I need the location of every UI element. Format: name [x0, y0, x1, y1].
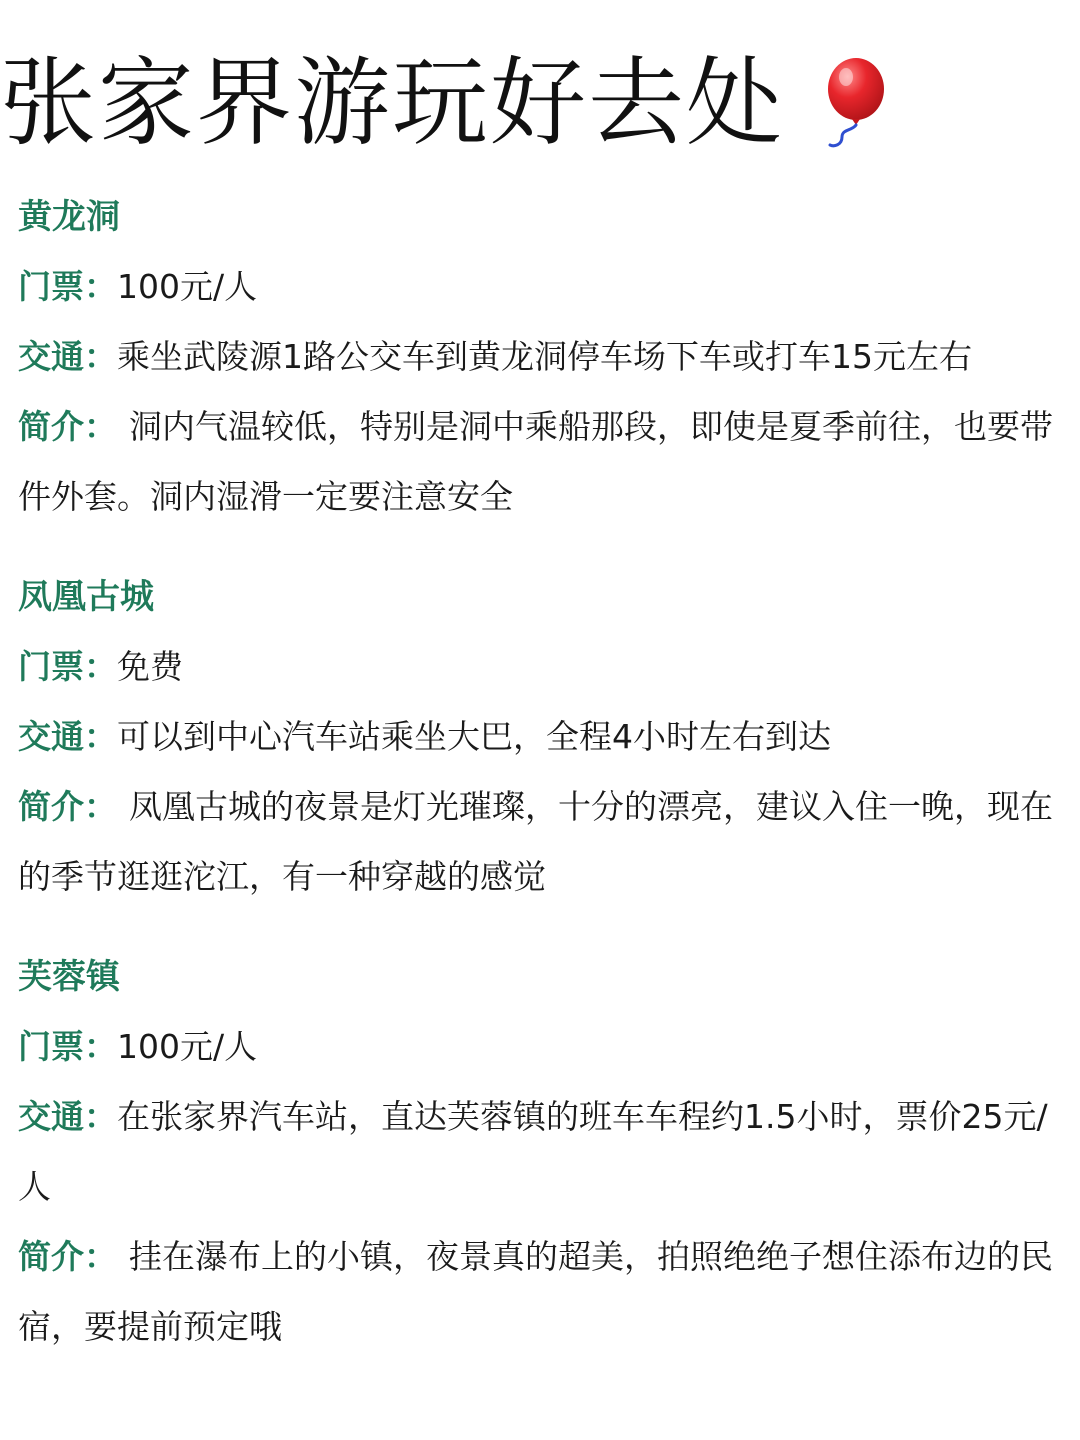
intro-label: 简介： [18, 787, 117, 826]
page-title: 张家界游玩好去处 [0, 47, 784, 159]
spot-title: 凤凰古城 [18, 577, 154, 617]
ticket-value: 100元/人 [117, 267, 258, 306]
spot-title: 芙蓉镇 [18, 957, 120, 997]
transport-value: 在张家界汽车站，直达芙蓉镇的班车车程约1.5小时，票价25元/人 [18, 1097, 1048, 1206]
ticket-value: 100元/人 [117, 1027, 258, 1066]
ticket-row [18, 252, 1062, 322]
intro-row [18, 392, 1062, 532]
transport-value: 可以到中心汽车站乘坐大巴，全程4小时左右到达 [117, 717, 831, 756]
transport-label: 交通： [18, 1097, 117, 1136]
spot-title: 黄龙洞 [18, 197, 120, 237]
intro-row [18, 1222, 1062, 1362]
transport-row [18, 1082, 1062, 1222]
ticket-row [18, 1012, 1062, 1082]
transport-value: 乘坐武陵源1路公交车到黄龙洞停车场下车或打车15元左右 [117, 337, 972, 376]
intro-value: 洞内气温较低，特别是洞中乘船那段，即使是夏季前往，也要带件外套。洞内湿滑一定要注意安全 [18, 407, 1053, 516]
spot-section-fenghuang [18, 562, 1062, 912]
intro-label: 简介： [18, 1237, 117, 1276]
transport-label: 交通： [18, 337, 117, 376]
ticket-row [18, 632, 1062, 702]
intro-row [18, 772, 1062, 912]
transport-label: 交通： [18, 717, 117, 756]
ticket-label: 门票： [18, 1027, 117, 1066]
ticket-value: 免费 [117, 647, 183, 686]
spot-section-furongzhen [18, 942, 1062, 1362]
balloon-icon [812, 55, 892, 155]
transport-row [18, 322, 1062, 392]
ticket-label: 门票： [18, 267, 117, 306]
transport-row [18, 702, 1062, 772]
intro-value: 凤凰古城的夜景是灯光璀璨，十分的漂亮，建议入住一晚，现在的季节逛逛沱江，有一种穿越的感觉 [18, 787, 1053, 896]
ticket-label: 门票： [18, 647, 117, 686]
spot-section-huanglongdong [18, 182, 1062, 532]
title-row [0, 38, 892, 168]
intro-value: 挂在瀑布上的小镇，夜景真的超美，拍照绝绝子想住添布边的民宿，要提前预定哦 [18, 1237, 1053, 1346]
intro-label: 简介： [18, 407, 117, 446]
